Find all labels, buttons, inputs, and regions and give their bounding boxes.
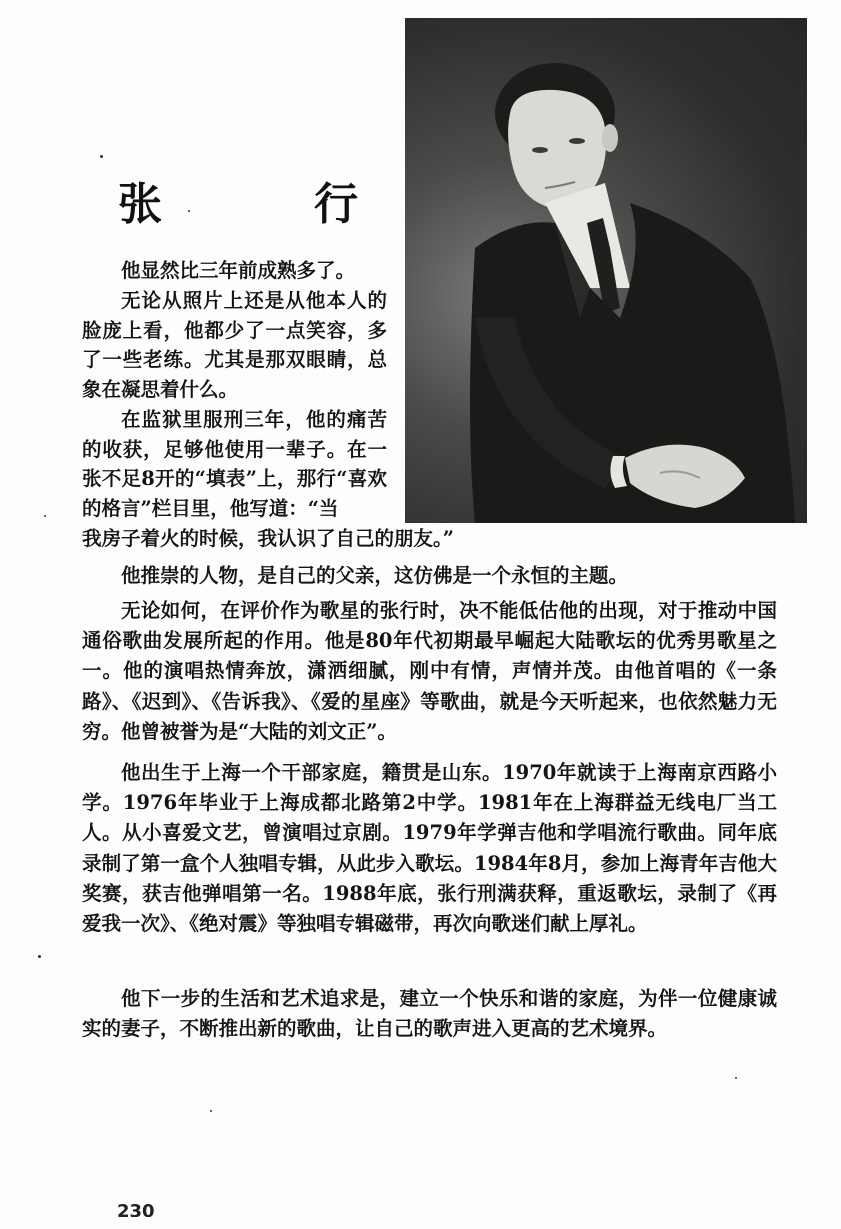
paragraph-7: 他下一步的生活和艺术追求是，建立一个快乐和谐的家庭，为伴一位健康诚实的妻子，不断推出新的歌曲，让自己的歌声进入更高的艺术境界。 (82, 987, 777, 1041)
paragraph-3: 在监狱里服刑三年，他的痛苦的收获，足够他使用一辈子。在一张不足8开的“填表”上，那行“喜欢的格言”栏目里，他写道：“当 (82, 408, 387, 521)
paragraph-6: 他出生于上海一个干部家庭，籍贯是山东。1970年就读于上海南京西路小学。1976年毕业于上海成都北路第2中学。1981年在上海群益无线电厂当工人。从小喜爱文艺，曾演唱过京剧。1979年学弹吉他和学唱流行歌曲。同年底录制了第一盒个人独唱专辑，从此步入歌坛。1984年8月，参加上海青年吉他大奖赛，获吉他弹唱第一名。1988年底，张行刑满获释，重返歌坛，录制了《再爱我一次》、《绝对震》等独唱专辑磁带，再次向歌迷们献上厚礼。 (82, 761, 777, 936)
paragraph-2: 无论从照片上还是从他本人的脸庞上看，他都少了一点笑容，多了一些老练。尤其是那双眼睛，总象在凝思着什么。 (82, 289, 387, 402)
paragraph-1: 他显然比三年前成熟多了。 (121, 259, 356, 282)
print-speck (38, 955, 41, 958)
paragraph-3-continued: 我房子着火的时候，我认识了自己的朋友。” (82, 527, 454, 550)
print-speck (188, 210, 190, 212)
print-speck (210, 1110, 212, 1112)
title-char-given-name: 行 (314, 179, 358, 230)
print-speck (100, 155, 103, 158)
print-speck (735, 1077, 737, 1079)
page-number: 230 (117, 1201, 155, 1217)
paragraph-5: 无论如何，在评价作为歌星的张行时，决不能低估他的出现，对于推动中国通俗歌曲发展所起的作用。他是80年代初期最早崛起大陆歌坛的优秀男歌星之一。他的演唱热情奔放，潇洒细腻，刚中有情，声情并茂。由他首唱的《一条路》、《迟到》、《告诉我》、《爱的星座》等歌曲，就是今天听起来，也依然魅力无穷。他曾被誉为是“大陆的刘文正”。 (82, 599, 777, 743)
article-title (118, 168, 358, 232)
portrait-figure-icon (405, 18, 807, 523)
print-speck (44, 515, 46, 517)
portrait-photo (405, 18, 807, 523)
title-char-surname: 张 (118, 179, 162, 230)
paragraph-4: 他推崇的人物，是自己的父亲，这仿佛是一个永恒的主题。 (121, 564, 629, 587)
